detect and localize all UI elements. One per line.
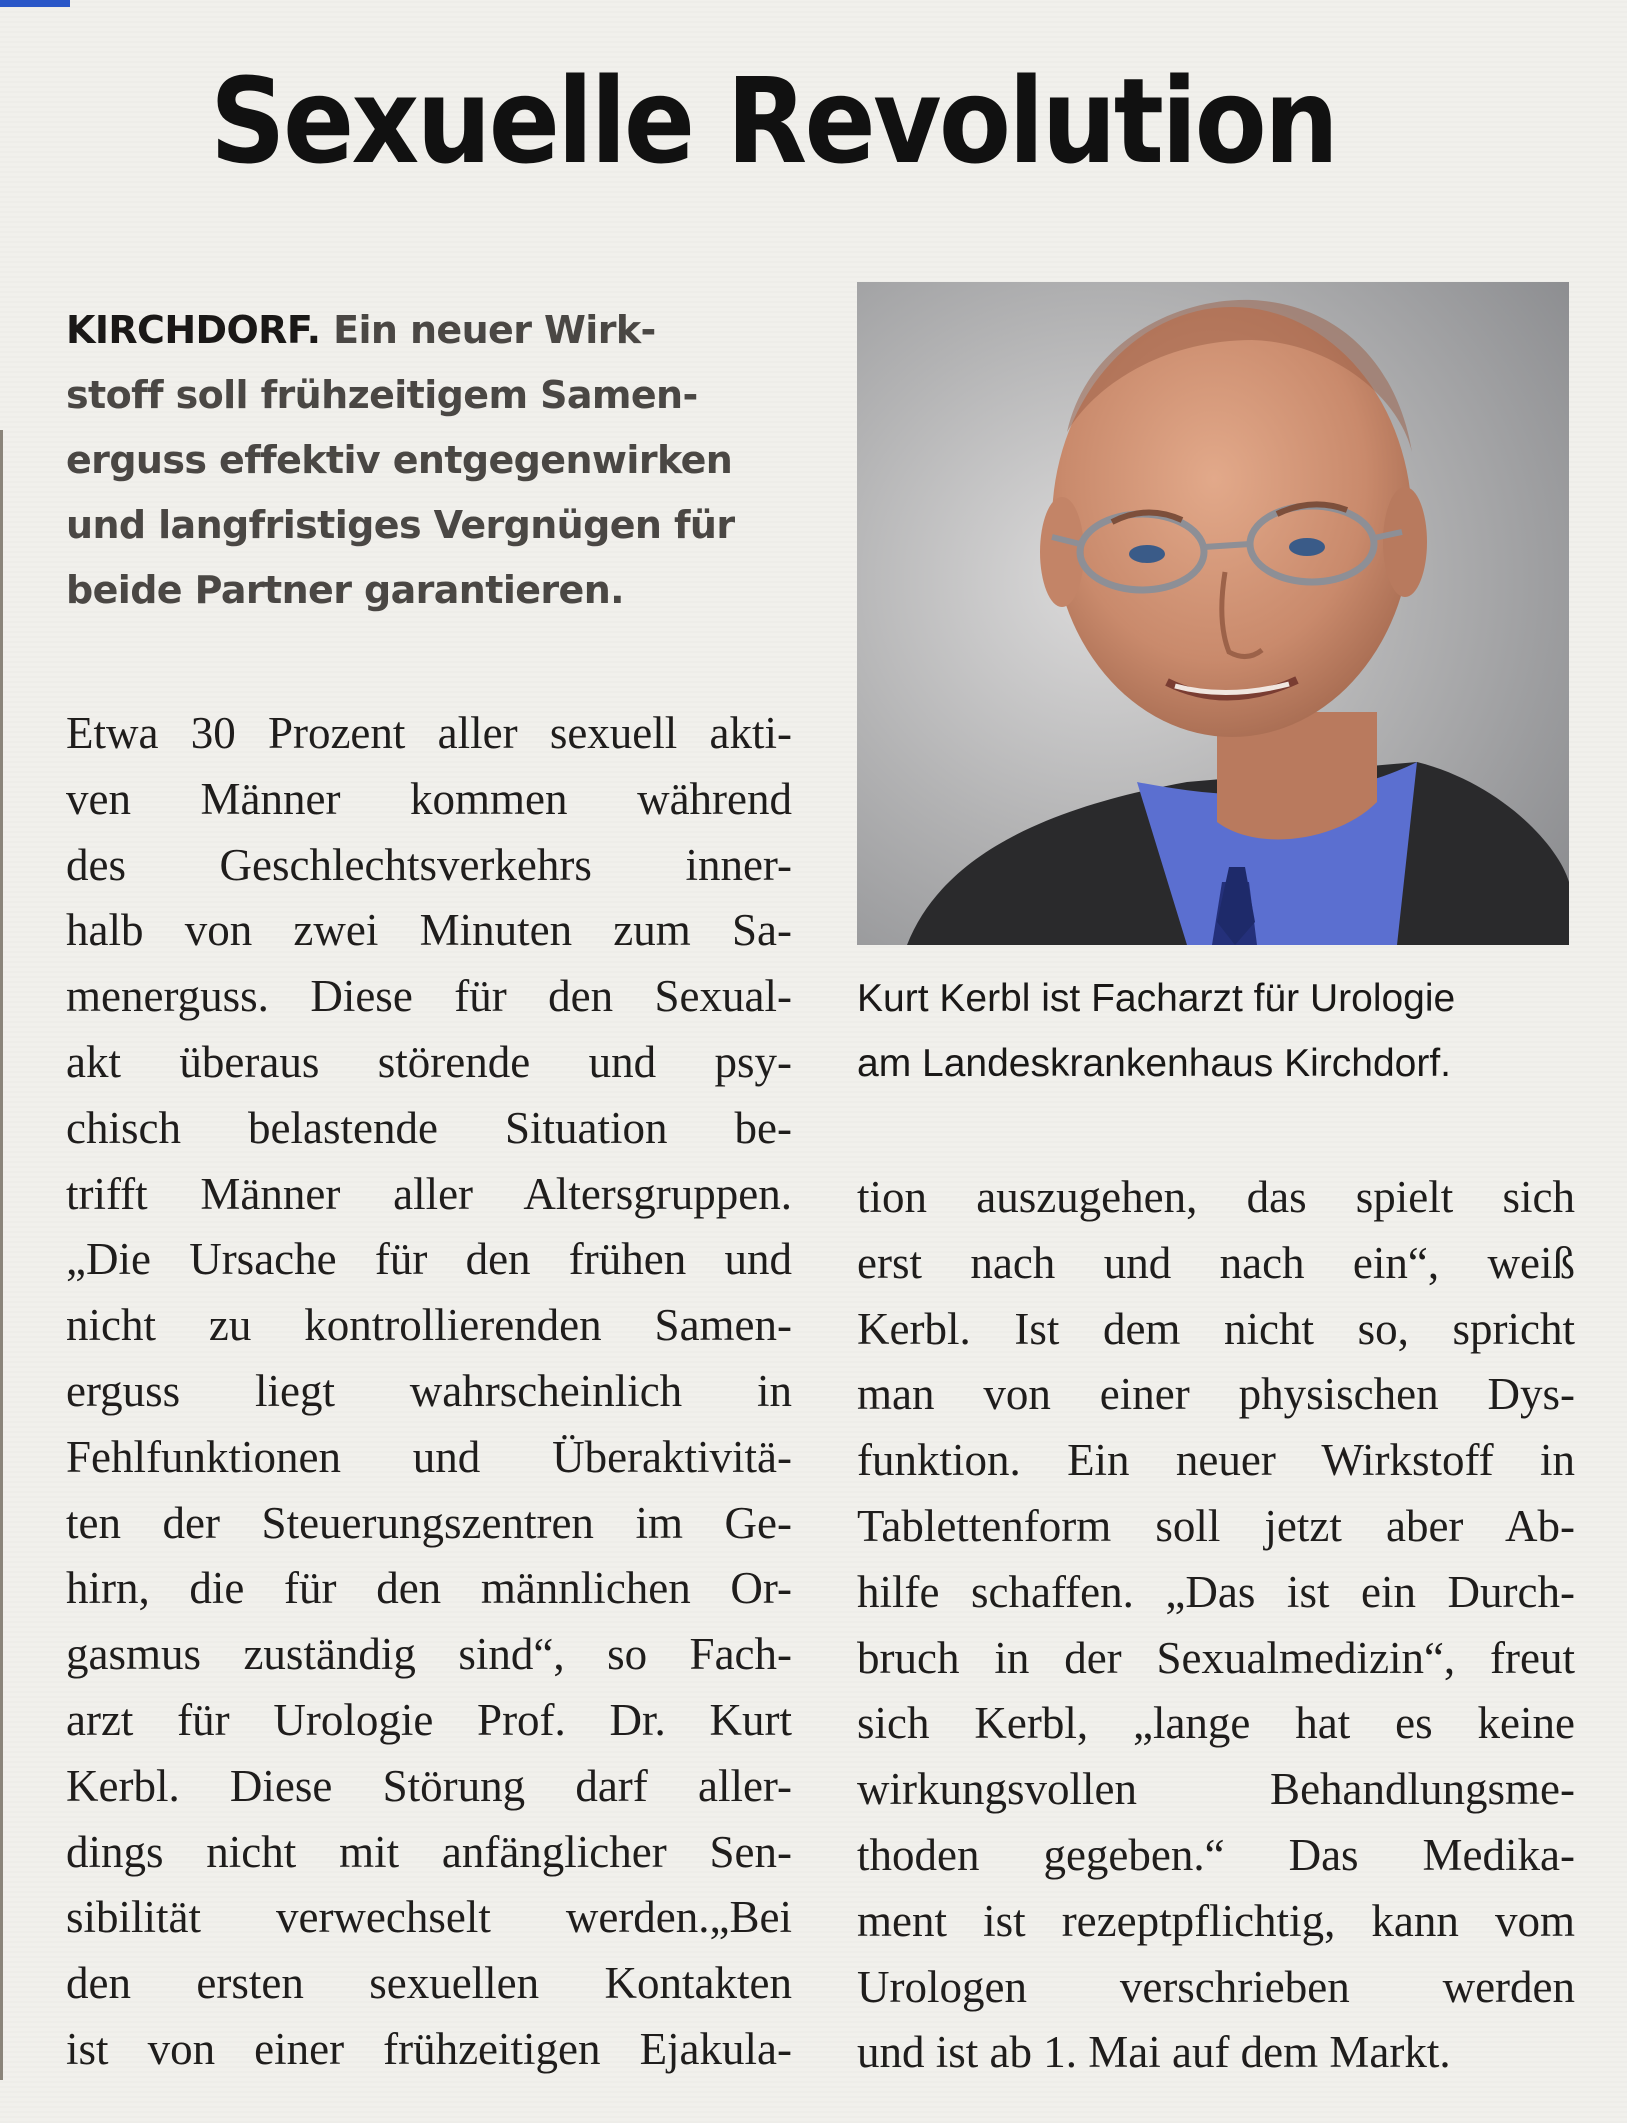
body-line: sich Kerbl, „lange hat es keine (857, 1698, 1575, 1749)
body-line: chisch belastende Situation be- (66, 1102, 792, 1153)
page-edge-line (0, 430, 3, 2080)
body-line: trifft Männer aller Altersgruppen. (66, 1168, 792, 1219)
body-line: Kerbl. Diese Störung darf aller- (66, 1760, 792, 1811)
body-line: ven Männer kommen während (66, 773, 792, 824)
body-line: den ersten sexuellen Kontakten (66, 1958, 792, 2009)
body-line: menerguss. Diese für den Sexual- (66, 971, 792, 1022)
body-line: Fehlfunktionen und Überaktivitä- (66, 1431, 792, 1482)
body-line: „Die Ursache für den frühen und (66, 1234, 792, 1285)
body-line: erst nach und nach ein“, weiß (857, 1237, 1575, 1288)
dateline: KIRCHDORF. (66, 308, 321, 352)
left-column (66, 298, 792, 2083)
body-line: hilfe schaffen. „Das ist ein Durch- (857, 1566, 1575, 1617)
body-line: Tablettenform soll jetzt aber Ab- (857, 1500, 1575, 1551)
body-line: halb von zwei Minuten zum Sa- (66, 905, 792, 956)
lead-line: erguss effektiv entgegenwirken (66, 438, 733, 482)
body-line: des Geschlechtsverkehrs inner- (66, 839, 792, 890)
lead-line: und langfristiges Vergnügen für (66, 503, 735, 547)
article-headline: Sexuelle Revolution (210, 52, 1337, 190)
body-line: sibilität verwechselt werden.„Bei (66, 1892, 792, 1943)
body-line: wirkungsvollen Behandlungsme- (857, 1764, 1575, 1815)
body-line: man von einer physischen Dys- (857, 1369, 1575, 1420)
body-line: akt überaus störende und psy- (66, 1036, 792, 1087)
lead-line: beide Partner garantieren. (66, 568, 625, 612)
lead-line: stoff soll frühzeitigem Samen- (66, 373, 698, 417)
body-line: ten der Steuerungszentren im Ge- (66, 1497, 792, 1548)
body-line: und ist ab 1. Mai auf dem Markt. (857, 2027, 1451, 2078)
body-line: gasmus zuständig sind“, so Fach- (66, 1629, 792, 1680)
photo-caption (857, 966, 1577, 1096)
body-line: Urologen verschrieben werden (857, 1961, 1575, 2012)
lead-text: Ein neuer Wirk- (320, 308, 656, 352)
right-column (857, 1165, 1575, 2086)
body-line: hirn, die für den männlichen Or- (66, 1563, 792, 1614)
portrait-photo (857, 282, 1569, 945)
body-line: nicht zu kontrollierenden Samen- (66, 1300, 792, 1351)
body-line: erguss liegt wahrscheinlich in (66, 1365, 792, 1416)
body-line: dings nicht mit anfänglicher Sen- (66, 1826, 792, 1877)
lead-line-1 (66, 298, 792, 363)
body-line: thoden gegeben.“ Das Medika- (857, 1829, 1575, 1880)
body-line: arzt für Urologie Prof. Dr. Kurt (66, 1694, 792, 1745)
body-line: ist von einer frühzeitigen Ejakula- (66, 2023, 792, 2074)
body-line: funktion. Ein neuer Wirkstoff in (857, 1435, 1575, 1486)
body-text-left (66, 701, 792, 2083)
portrait-illustration (857, 282, 1569, 945)
body-text-right (857, 1165, 1575, 2086)
body-line: bruch in der Sexualmedizin“, freut (857, 1632, 1575, 1683)
body-line: Etwa 30 Prozent aller sexuell akti- (66, 708, 792, 758)
caption-line: Kurt Kerbl ist Facharzt für Urologie (857, 977, 1456, 1020)
caption-line: am Landeskrankenhaus Kirchdorf. (857, 1042, 1452, 1085)
body-line: ment ist rezeptpflichtig, kann vom (857, 1895, 1575, 1946)
scan-corner-mark (0, 0, 70, 7)
body-line: tion auszugehen, das spielt sich (857, 1172, 1575, 1222)
article-lead (66, 298, 792, 623)
body-line: Kerbl. Ist dem nicht so, spricht (857, 1303, 1575, 1354)
